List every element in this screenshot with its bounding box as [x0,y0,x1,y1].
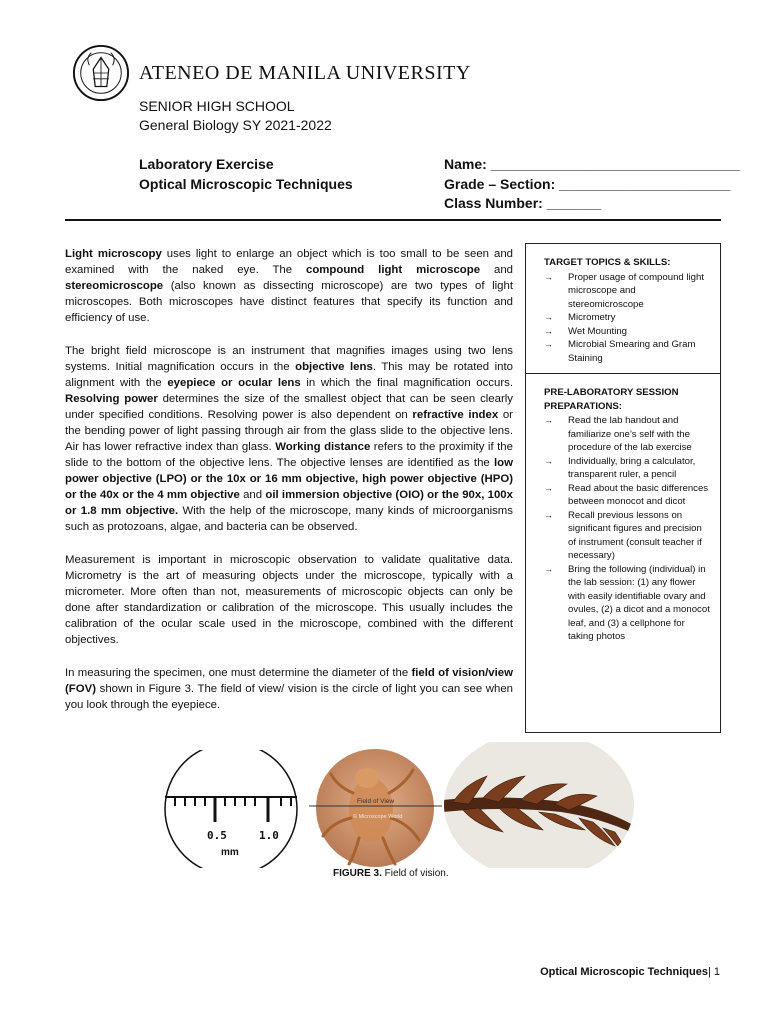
fov-label: Field of View [357,798,395,805]
list-item: → Read about the basic differences between monocot and dicot [544,482,712,509]
name-field[interactable]: Name: ________________________________ [444,156,740,172]
ocular-micrometer-figure [163,750,299,868]
footer-separator: | [707,966,711,978]
list-item: → Micrometry [544,311,712,325]
target-topics-section [526,244,720,365]
prelab-list [544,414,712,644]
page-number: 1 [713,966,720,978]
scale-label-half: 0.5 [207,829,227,842]
header-divider [65,219,721,221]
class-number-field[interactable]: Class Number: _______ [444,195,602,211]
paragraph-bright-field: The bright field microscope is an instrument that magnifies images using two lens systems. Initial magnification occurs in the objective lens. This may be rotated into alignment with the eyepiece or ocular lens in which the final magnification occurs. Resolving power determines the size of the smallest object that can be seen clearly under specified conditions. Resolving power is also dependent on refractive index or the bending power of light passing through air from the glass slide to the objective lens. Air has lower refractive index than glass. Working distance refers to the proximity if the slide to the bottom of the objective lens. The objective lenses are identified as the low power objective (LPO) or the 10x or 16 mm objective, high power objective (HPO) or the 40x or the 4 mm objective and oil immersion objective (OIO) or the 90x, 100x or 1.8 mm objective. With the help of the microscope, many kinds of microorganisms such as protozoans, algae, and bacteria can be observed. [65,345,513,533]
prelab-title: PRE-LABORATORY SESSION PREPARATIONS: [544,387,679,412]
university-name: ATENEO DE MANILA UNIVERSITY [139,62,471,84]
sidebar-box [525,243,721,733]
paragraph-measurement: Measurement is important in microscopic observation to validate qualitative data. Micrometry is the art of measuring objects under the microscope, typically with a micrometer. More often than not, measurements of microscopic objects can only be done after standardization or calibration of the microscope. This usually includes the calibration of the ocular scale used in the microscope, combined with the different objectives. [65,554,513,646]
list-item: → Proper usage of compound light microscope and stereomicroscope [544,271,712,312]
watermark: © Microscope World [353,814,403,820]
main-text-column [65,246,513,730]
specimen-fov-figure [309,748,442,868]
exercise-type: Laboratory Exercise [139,156,274,172]
grade-section-field[interactable]: Grade – Section: ______________________ [444,176,731,192]
school-name: SENIOR HIGH SCHOOL [139,98,295,114]
exercise-title: Optical Microscopic Techniques [139,176,353,192]
scale-unit: mm [221,847,239,858]
leaf-specimen-figure [443,742,635,868]
list-item: → Wet Mounting [544,325,712,339]
page-footer [540,966,720,978]
paragraph-fov: In measuring the specimen, one must determine the diameter of the field of vision/view (FOV) shown in Figure 3. The field of view/ vision is the circle of light you can see when you look through the eyepiece. [65,667,513,711]
figure-caption: FIGURE 3. Field of vision. [333,868,449,879]
course-name: General Biology SY 2021-2022 [139,117,332,133]
list-item: → Read the lab handout and familiarize one’s self with the procedure of the lab exercise [544,414,712,455]
list-item: → Recall previous lessons on significant figures and precision of instrument (consult teacher if necessary) [544,509,712,563]
list-item: → Microbial Smearing and Gram Staining [544,338,712,365]
footer-title: Optical Microscopic Techniques [540,966,708,978]
university-seal-icon [72,44,130,102]
target-topics-list [544,271,712,366]
paragraph-light-microscopy: Light microscopy uses light to enlarge an object which is too small to be seen and examined with the naked eye. The compound light microscope and stereomicroscope (also known as dissecting microscope) are two types of light microscopes. Both microscopes have distinct features that specify its function and efficiency of use. [65,248,513,324]
scale-label-one: 1.0 [259,829,279,842]
target-topics-title: TARGET TOPICS & SKILLS: [544,257,671,268]
list-item: → Bring the following (individual) in the lab session: (1) any flower with easily identifiable ovary and ovules, (2) a dicot and a monocot leaf, and (3) a cellphone for taking photos [544,563,712,644]
list-item: → Individually, bring a calculator, transparent ruler, a pencil [544,455,712,482]
prelab-section [526,374,720,644]
